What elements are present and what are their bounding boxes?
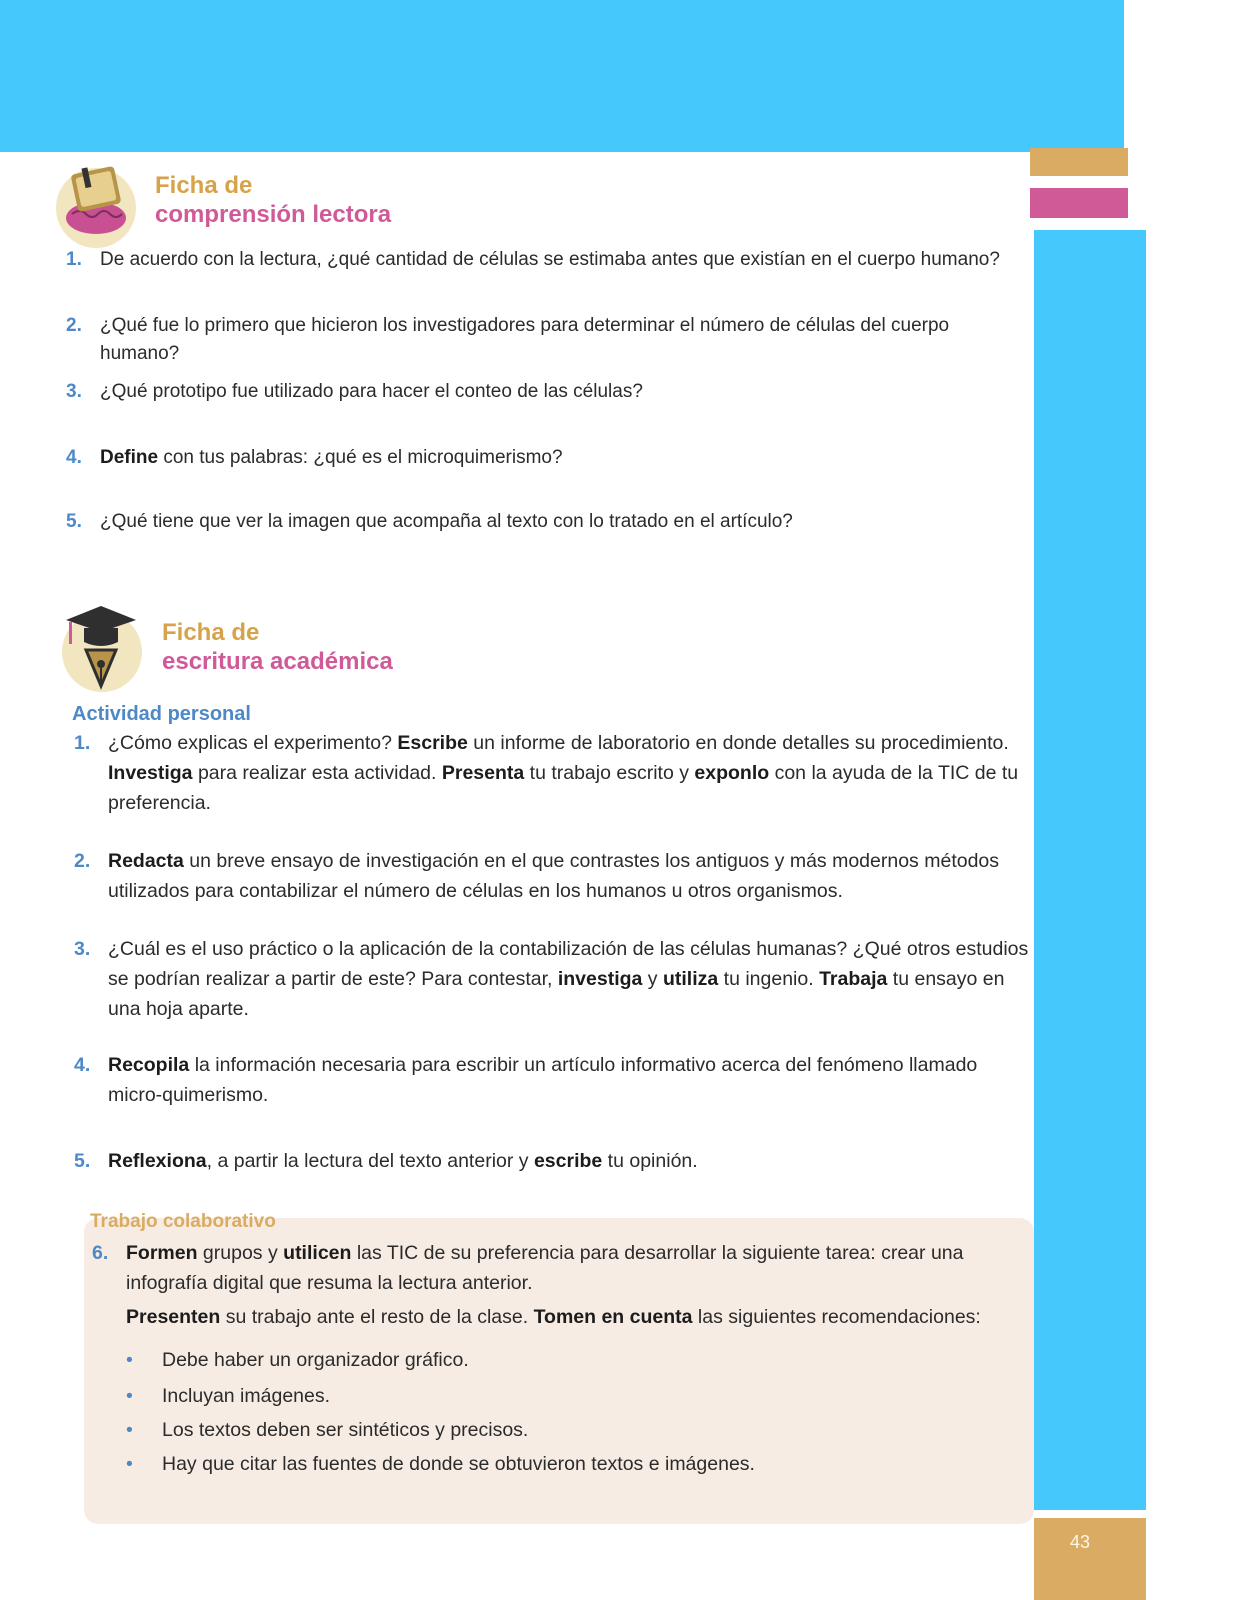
recommendation-text: Debe haber un organizador gráfico. [162, 1349, 469, 1371]
pink-tab-marker [1030, 188, 1128, 218]
writing-activity [74, 934, 1034, 1024]
text-segment: De acuerdo con la lectura, ¿qué cantidad de células se estimaba antes que existían en el cuerpo humano? [100, 249, 1000, 270]
reading-title-line2: comprensión lectora [155, 201, 392, 228]
bullet-dot: • [126, 1419, 133, 1441]
emphasized-verb: Define [100, 447, 159, 468]
text-segment: para realizar esta actividad. [192, 762, 442, 784]
emphasized-verb: Presenten [126, 1306, 221, 1328]
reading-question [66, 508, 1021, 536]
recommendation-text: Los textos deben ser sintéticos y precisos. [162, 1419, 529, 1441]
emphasized-verb: utilicen [283, 1242, 352, 1264]
activity-text [108, 1050, 1034, 1110]
gold-tab-marker [1030, 148, 1128, 176]
emphasized-verb: Presenta [441, 762, 525, 784]
reading-question [66, 444, 1021, 472]
activity-number: 5. [74, 1150, 91, 1172]
activity-subtitle: Actividad personal [72, 703, 251, 725]
reading-question [66, 378, 1021, 406]
emphasized-verb: Redacta [108, 850, 184, 872]
text-segment: ¿Cómo explicas el experimento? [108, 732, 398, 754]
recommendation-item [126, 1382, 330, 1410]
emphasized-verb: investiga [557, 968, 643, 990]
collaborative-title: Trabajo colaborativo [90, 1211, 276, 1232]
text-segment: con la ayuda de la TIC de tu preferencia. [108, 762, 1019, 814]
side-color-bar [1034, 230, 1146, 1510]
text-segment: tu ingenio. [718, 968, 820, 990]
activity-number: 1. [74, 732, 91, 754]
text-segment: ¿Qué fue lo primero que hicieron los investigadores para determinar el número de células del cuerpo humano? [100, 315, 950, 364]
text-segment: su trabajo ante el resto de la clase. [220, 1306, 534, 1328]
text-segment: y [642, 968, 663, 990]
question-number: 1. [66, 249, 82, 270]
text-segment: ¿Qué tiene que ver la imagen que acompaña al texto con lo tratado en el artículo? [100, 511, 793, 532]
reading-question [66, 312, 1021, 368]
emphasized-verb: Escribe [397, 732, 468, 754]
text-segment: un informe de laboratorio en donde detalles su procedimiento. [467, 732, 1009, 754]
text-segment: con tus palabras: ¿qué es el microquimerismo? [158, 447, 563, 468]
writing-activity [74, 728, 1034, 818]
emphasized-verb: Investiga [108, 762, 193, 784]
recommendation-text: Hay que citar las fuentes de donde se obtuvieron textos e imágenes. [162, 1453, 755, 1475]
emphasized-verb: Formen [126, 1242, 198, 1264]
emphasized-verb: escribe [533, 1150, 603, 1172]
bullet-dot: • [126, 1385, 133, 1407]
bullet-dot: • [126, 1453, 133, 1475]
text-segment: un breve ensayo de investigación en el que contrastes los antiguos y más modernos métodos utilizados para contabilizar el número de células en los humanos u otros organismos. [108, 850, 1000, 902]
activity-number: 3. [74, 938, 91, 960]
collaborative-activity [92, 1238, 1007, 1332]
page-number-box [1034, 1518, 1146, 1600]
question-text [100, 378, 1021, 406]
recommendation-item [126, 1416, 528, 1444]
emphasized-verb: utiliza [662, 968, 719, 990]
text-segment: ¿Qué prototipo fue utilizado para hacer el conteo de las células? [100, 381, 643, 402]
emphasized-verb: Reflexiona [108, 1150, 207, 1172]
bullet-dot: • [126, 1349, 133, 1371]
activity-text [108, 728, 1034, 818]
text-segment: las TIC de su preferencia para desarrollar la siguiente tarea: crear una infografía digital que resuma la lectura anterior. [126, 1242, 964, 1294]
writing-title-line2: escritura académica [162, 648, 393, 675]
brain-book-icon [56, 168, 136, 248]
question-number: 4. [66, 447, 82, 468]
activity-number: 4. [74, 1054, 91, 1076]
text-segment: ¿Cuál es el uso práctico o la aplicación de la contabilización de las células humanas? ¿Qué otros estudios se podrían realizar a partir de este? Para contestar, [108, 938, 1029, 990]
question-number: 2. [66, 315, 82, 336]
question-number: 3. [66, 381, 82, 402]
text-segment: las siguientes recomendaciones: [692, 1306, 981, 1328]
activity-text [108, 934, 1034, 1024]
text-segment: la información necesaria para escribir un artículo informativo acerca del fenómeno llamado micro-quimerismo. [108, 1054, 978, 1106]
question-text [100, 312, 1021, 368]
activity-number: 2. [74, 850, 91, 872]
question-text [100, 246, 1021, 274]
question-number: 5. [66, 511, 82, 532]
text-segment: tu ensayo en una hoja aparte. [108, 968, 1005, 1020]
text-segment: tu trabajo escrito y [524, 762, 695, 784]
question-text [100, 508, 1021, 536]
reading-title-line1: Ficha de [155, 172, 253, 199]
emphasized-verb: exponlo [694, 762, 770, 784]
recommendation-item [126, 1450, 755, 1478]
writing-title-line1: Ficha de [162, 619, 260, 646]
page-number: 43 [1070, 1532, 1091, 1552]
collaborative-instructions [126, 1238, 1007, 1298]
activity-text [108, 1146, 1034, 1176]
emphasized-verb: Recopila [108, 1054, 190, 1076]
graduation-pen-icon [62, 612, 142, 692]
recommendation-text: Incluyan imágenes. [162, 1385, 331, 1407]
writing-activity [74, 846, 1034, 906]
recommendation-item [126, 1346, 469, 1374]
emphasized-verb: Trabaja [819, 968, 888, 990]
question-text [100, 444, 1021, 472]
activity-number: 6. [92, 1242, 109, 1264]
collaborative-presentation [126, 1302, 1007, 1332]
reading-question [66, 246, 1021, 274]
writing-activity [74, 1146, 1034, 1176]
writing-activity [74, 1050, 1034, 1110]
text-segment: , a partir la lectura del texto anterior y [206, 1150, 534, 1172]
top-color-band [0, 0, 1124, 152]
text-segment: tu opinión. [602, 1150, 698, 1172]
emphasized-verb: Tomen en cuenta [533, 1306, 693, 1328]
activity-text [108, 846, 1034, 906]
text-segment: grupos y [197, 1242, 284, 1264]
